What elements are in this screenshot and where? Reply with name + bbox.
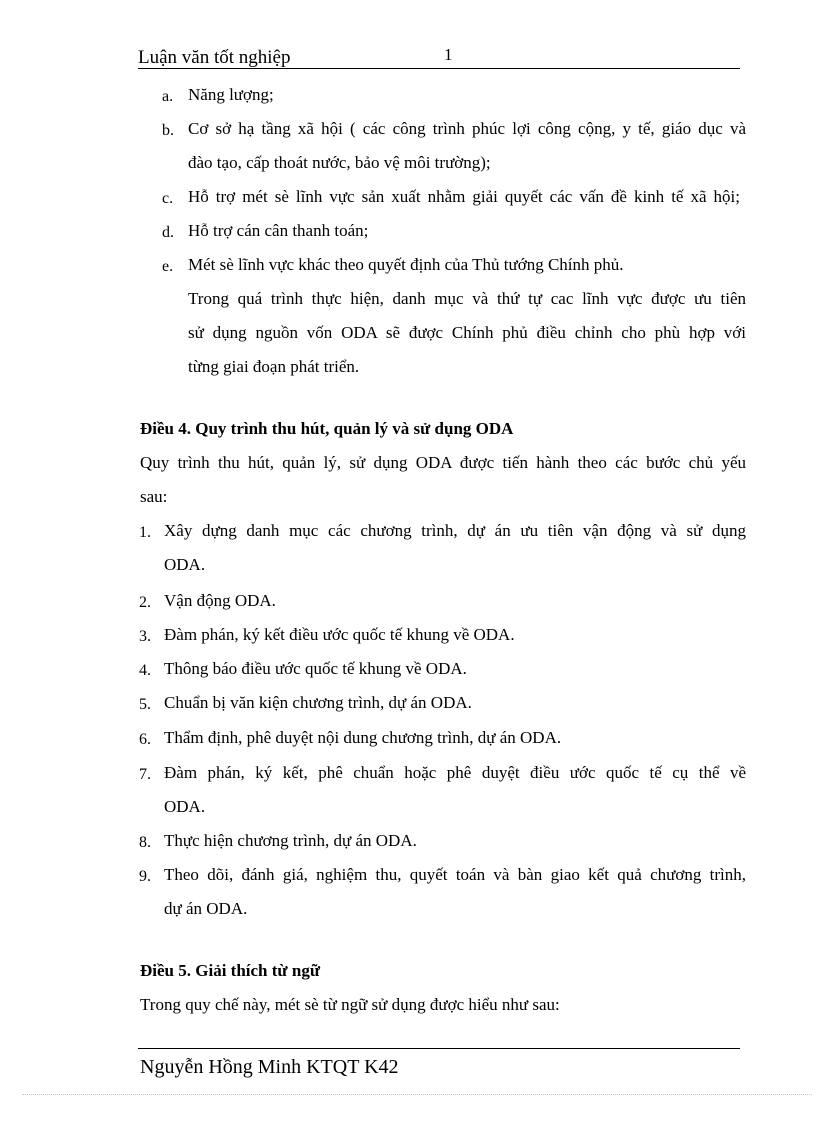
list-item: Năng lượng; xyxy=(188,85,274,104)
step-item: Vận động ODA. xyxy=(164,591,276,610)
header-title: Luận văn tốt nghiệp xyxy=(138,47,291,68)
page-number: 1 xyxy=(444,45,453,64)
step-item-continuation: ODA. xyxy=(164,555,206,574)
paragraph-line: từng giai đoạn phát triển. xyxy=(188,357,360,376)
page-bottom-edge xyxy=(22,1094,812,1095)
article-4-heading: Điều 4. Quy trình thu hút, quản lý và sử dụng ODA xyxy=(140,419,514,438)
step-number: 9. xyxy=(139,868,151,885)
step-item: Thực hiện chương trình, dự án ODA. xyxy=(164,831,417,850)
article-4-intro-continuation: sau: xyxy=(140,487,168,506)
step-item-continuation: ODA. xyxy=(164,797,206,816)
list-item: Cơ sở hạ tầng xã hội ( các công trình phúc lợi công cộng, y tế, giáo dục và xyxy=(188,119,746,138)
article-5-intro: Trong quy chế này, mét sè từ ngữ sử dụng được hiểu như sau: xyxy=(140,995,560,1014)
article-5-heading: Điều 5. Giải thích từ ngữ xyxy=(140,961,321,980)
paragraph-line: sử dụng nguồn vốn ODA sẽ được Chính phủ điều chỉnh cho phù hợp với xyxy=(188,323,746,342)
list-item-continuation: đào tạo, cấp thoát nước, bảo vệ môi trường); xyxy=(188,153,491,172)
list-item: Mét sè lĩnh vực khác theo quyết định của Thủ tướng Chính phủ. xyxy=(188,255,624,274)
step-number: 6. xyxy=(139,731,151,748)
step-item-continuation: dự án ODA. xyxy=(164,899,248,918)
step-number: 3. xyxy=(139,628,151,645)
list-marker: d. xyxy=(162,224,174,241)
footer-divider xyxy=(138,1048,740,1049)
step-item: Theo dõi, đánh giá, nghiệm thu, quyết toán và bàn giao kết quả chương trình, xyxy=(164,865,746,884)
step-item: Chuẩn bị văn kiện chương trình, dự án ODA. xyxy=(164,693,472,712)
step-item: Đàm phán, ký kết điều ước quốc tế khung về ODA. xyxy=(164,625,515,644)
footer-author: Nguyễn Hồng Minh KTQT K42 xyxy=(140,1056,399,1078)
step-number: 2. xyxy=(139,594,151,611)
step-item: Đàm phán, ký kết, phê chuẩn hoặc phê duyệt điều ước quốc tế cụ thể về xyxy=(164,763,746,782)
step-item: Thẩm định, phê duyệt nội dung chương trình, dự án ODA. xyxy=(164,728,562,747)
article-4-intro: Quy trình thu hút, quản lý, sử dụng ODA được tiến hành theo các bước chủ yếu xyxy=(140,453,746,472)
step-item: Thông báo điều ước quốc tế khung về ODA. xyxy=(164,659,467,678)
paragraph-line: Trong quá trình thực hiện, danh mục và thứ tự cac lĩnh vực được ưu tiên xyxy=(188,289,746,308)
step-number: 4. xyxy=(139,662,151,679)
step-item: Xây dựng danh mục các chương trình, dự án ưu tiên vận động và sử dụng xyxy=(164,521,746,540)
step-number: 8. xyxy=(139,834,151,851)
step-number: 7. xyxy=(139,766,151,783)
list-item: Hỗ trợ cán cân thanh toán; xyxy=(188,221,369,240)
step-number: 5. xyxy=(139,696,151,713)
list-item: Hỗ trợ mét sè lĩnh vực sản xuất nhằm giải quyết các vấn đề kinh tế xã hội; xyxy=(188,187,740,206)
list-marker: b. xyxy=(162,122,174,139)
list-marker: c. xyxy=(162,190,174,207)
list-marker: a. xyxy=(162,88,174,105)
list-marker: e. xyxy=(162,258,174,275)
page-header xyxy=(138,46,740,69)
step-number: 1. xyxy=(139,524,151,541)
